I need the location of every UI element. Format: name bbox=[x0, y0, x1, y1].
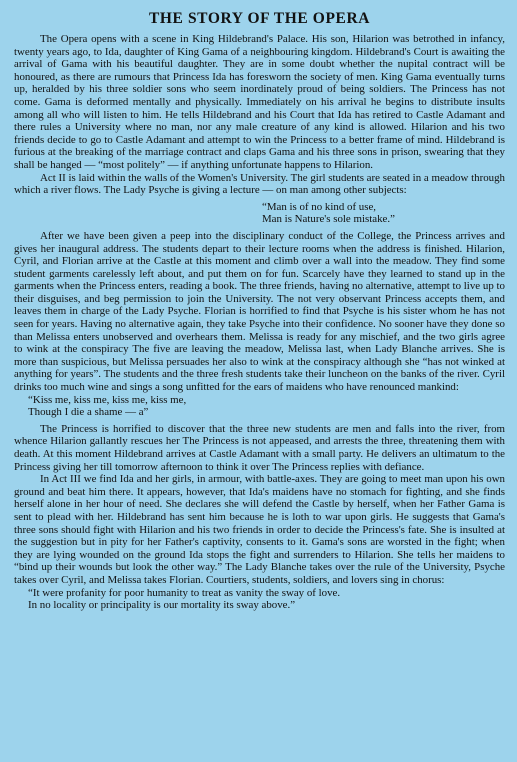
quote-line: “Man is of no kind of use, bbox=[262, 200, 377, 213]
act2-end-paragraph: The Princess is horrified to discover that the three new students are men and falls into the river, from whence Hilarion gallantly rescues her The Princess is not appeased, and arrests the three, threatening them with death. At this moment Hildebrand arrives at Castle Adamant with a small party. He delivers an ultimatum to the Princess giving her till tomorrow afternoon to think it over The Princess replies with defiance. bbox=[14, 422, 505, 473]
quote-chorus bbox=[14, 587, 505, 612]
act3-paragraph: In Act III we find Ida and her girls, in armour, with battle-axes. They are going to meet man upon his own ground and beat him there. It appears, however, that Ida's maidens have no stomach for fighting, and she finds herself alone in her hour of need. She declares she will defend the Castle by herself, when her Father Gama is sent to plead with her. Hildebrand has sent him because he is loth to war upon girls. He suggests that Gama's three sons should fight with Hilarion and his two friends in order to decide the Princess's fate. She is insulted at the suggestion but in pity for her Father's captivity, consents to it. Gama's sons are worsted in the fight; when they are lying wounded on the ground Ida stops the fight and surrenders to Hilarion. She tells her maidens to “bind up their wounds but look the other way.” The Lady Blanche takes over the rule of the University, Psyche takes over Cyril, and Melissa takes Florian. Courtiers, students, soldiers, and lovers sing in chorus: bbox=[14, 473, 505, 586]
act2-intro-paragraph: Act II is laid within the walls of the Women's University. The girl students are seated in a meadow through which a river flows. The Lady Psyche is giving a lecture — on man among other subjects: bbox=[14, 171, 505, 197]
quote-cyril-song bbox=[14, 394, 505, 419]
quote-psyche bbox=[14, 201, 505, 226]
quote-line: Though I die a shame — a” bbox=[28, 406, 149, 419]
act1-paragraph: The Opera opens with a scene in King Hildebrand's Palace. His son, Hilarion was betrothed in infancy, twenty years ago, to Ida, daughter of King Gama of a neighbouring kingdom. Hildebrand's Court is awaiting the arrival of Gama with his beautiful daughter. They are in some doubt whether the nupital contract will be honoured, as there are rumours that Princess Ida has foresworn the society of men. King Gama eventually turns up, heralded by his three soldier sons who seem inordinately proud of being soldiers. The Princess has not come. Gama is deformed mentally and physically. Immediately on his arrival he begins to distribute insults among all who will listen to him. He tells Hildebrand and his Court that Ida has retired to Castle Adamant and there rules a University where no man, nor any male creature of any kind is allowed. Hilarion and his two friends decide to go to Castle Adamant and attempt to win the Princess to a better frame of mind. Hildebrand is furious at the breaking of the marriage contract and claps Gama and his three sons in prison, swearing that they shall be hanged — “most politely” — if anything unfortunate happens to Hilarion. bbox=[14, 33, 505, 171]
page-title: THE STORY OF THE OPERA bbox=[148, 10, 371, 27]
quote-line: In no locality or principality is our mortality its sway above.” bbox=[28, 599, 296, 612]
quote-line: “Kiss me, kiss me, kiss me, kiss me, bbox=[28, 393, 187, 406]
quote-line: Man is Nature's sole mistake.” bbox=[262, 213, 395, 226]
act2-body-paragraph: After we have been given a peep into the disciplinary conduct of the College, the Princess arrives and gives her inaugural address. The students depart to their lecture rooms when the address is finished. Hilarion, Cyril, and Florian arrive at the Castle at this moment and climb over a wall into the meadow. They find some student garments carelessly left about, and put them on for fun. Scarcely have they learned to stand up in the garments when the Princess enters, reading a book. The three friends, having no alternative, attempt to live up to their disguises, and beg permission to join the University. The not very observant Princess accepts them, and leaves them in charge of the Lady Psyche. Florian is horrified to find that Psyche is his sister whom he has not seen for years. Having no alternative again, they take Psyche into their confidence. No sooner have they done so than Melissa enters unobserved and overhears them. Melissa is ready for any mischief, and the two girls agree to wink at the conspiracy The five are leaving the meadow, Melissa last, when Lady Blanche arrives. She is more than suspicious, but Melissa persuades her also to wink at the conspiracy although she “has not winked at anything for years”. The students and the three fresh students take their luncheon on the banks of the river. Cyril drinks too much wine and sings a song unfitted for the ears of maidens who have renounced mankind: bbox=[14, 229, 505, 394]
quote-line: “It were profanity for poor humanity to treat as vanity the sway of love. bbox=[28, 586, 341, 599]
